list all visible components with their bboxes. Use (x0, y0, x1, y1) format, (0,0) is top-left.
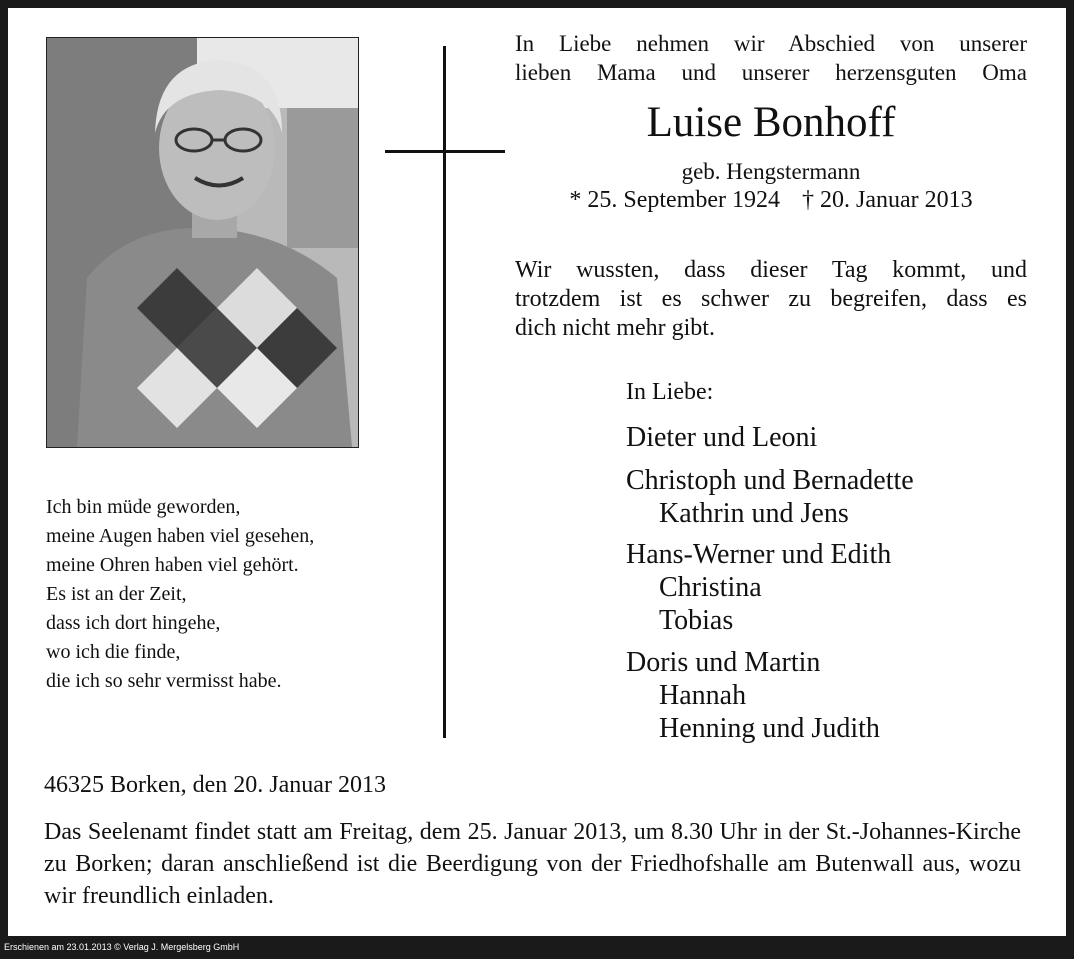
family-child: Henning und Judith (659, 713, 880, 744)
portrait-image (47, 38, 358, 447)
family-child: Christina (659, 572, 762, 603)
family-child: Hannah (659, 680, 747, 711)
life-dates (515, 186, 1027, 214)
quote-line-2: trotzdem ist es schwer zu begreifen, dass es (515, 286, 1027, 312)
poem-line-6: wo ich die finde, (46, 641, 181, 663)
cross-horizontal-bar (385, 150, 505, 153)
deceased-name: Luise Bonhoff (646, 99, 896, 146)
poem-line-3: meine Ohren haben viel gehört. (46, 554, 299, 576)
poem-line-7: die ich so sehr vermisst habe. (46, 670, 282, 692)
signoff: In Liebe: (626, 379, 714, 405)
service-info: Das Seelenamt findet statt am Freitag, dem 25. Januar 2013, um 8.30 Uhr in der St.-Johannes-Kirche zu Borken; daran anschließend ist die Beerdigung von der Friedhofshalle am Butenwall aus, wozu wir freundlich einladen. (44, 819, 1021, 909)
quote-line-1: Wir wussten, dass dieser Tag kommt, und (515, 257, 1027, 283)
birth-name: geb. Hengstermann (681, 159, 861, 184)
poem-line-5: dass ich dort hingehe, (46, 612, 221, 634)
family-entry: Doris und Martin (626, 647, 821, 678)
poem-line-1: Ich bin müde geworden, (46, 496, 241, 518)
intro-line-2: lieben Mama und unserer herzensguten Oma (515, 60, 1027, 85)
poem-line-2: meine Augen haben viel gesehen, (46, 525, 315, 547)
family-entry: Christoph und Bernadette (626, 465, 914, 496)
family-entry: Hans-Werner und Edith (626, 539, 892, 570)
death-date: † 20. Januar 2013 (802, 187, 973, 213)
family-child: Kathrin und Jens (659, 498, 849, 529)
obituary-notice (8, 8, 1066, 936)
birth-date: * 25. September 1924 (569, 187, 780, 213)
place-date: 46325 Borken, den 20. Januar 2013 (44, 772, 386, 798)
family-child: Tobias (659, 605, 734, 636)
family-entry: Dieter und Leoni (626, 422, 818, 453)
quote-line-3: dich nicht mehr gibt. (515, 315, 715, 341)
portrait-photo (46, 37, 359, 448)
poem-line-4: Es ist an der Zeit, (46, 583, 187, 605)
publication-footer: Erschienen am 23.01.2013 © Verlag J. Mergelsberg GmbH (4, 942, 240, 952)
intro-line-1: In Liebe nehmen wir Abschied von unserer (515, 31, 1027, 56)
